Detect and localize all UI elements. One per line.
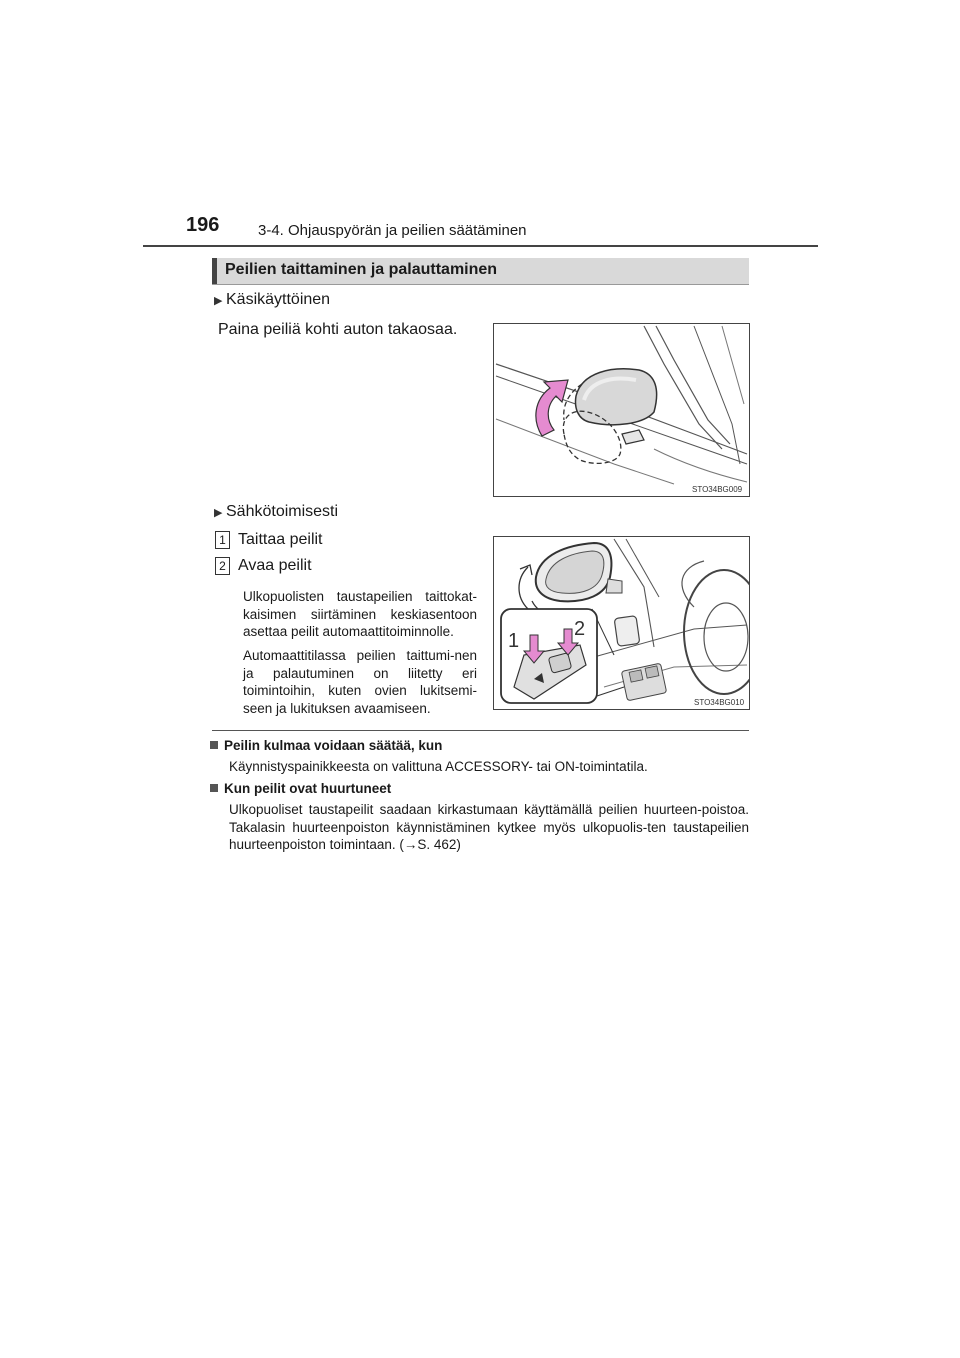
- section-bar-accent: [212, 258, 217, 284]
- electric-heading-label: Sähkötoimisesti: [226, 503, 339, 520]
- page-number: 196: [186, 214, 220, 236]
- figure-electric-switch: [493, 536, 750, 710]
- manual-heading: [214, 291, 330, 309]
- bullet-triangle-icon: ▶: [214, 295, 223, 307]
- item-fold: [215, 531, 323, 549]
- number-box: 1: [215, 531, 230, 549]
- note-heading-1-label: Peilin kulmaa voidaan säätää, kun: [224, 738, 443, 753]
- header-rule: [143, 245, 818, 247]
- figure-manual-fold: [493, 323, 750, 497]
- item-fold-label: Taittaa peilit: [238, 531, 323, 549]
- callout-2: 2: [574, 618, 586, 640]
- electric-paragraph-2: Automaattitilassa peilien taittumi-nen ja palautuminen on liitetty eri toimintoihin, kuten ovien lukitsemi-seen ja lukituksen avaamiseen.: [243, 648, 477, 716]
- figure-code: STO34BG010: [694, 698, 745, 707]
- square-bullet-icon: [210, 741, 218, 749]
- electric-switch-illustration: [494, 537, 749, 709]
- note-heading-2: [210, 781, 391, 796]
- section-title: Peilien taittaminen ja palauttaminen: [225, 261, 498, 278]
- manual-fold-illustration: [494, 324, 749, 496]
- chapter-title: 3-4. Ohjauspyörän ja peilien säätäminen: [258, 222, 527, 239]
- number-box: 2: [215, 557, 230, 575]
- bullet-triangle-icon: ▶: [214, 507, 223, 519]
- electric-paragraph-1: Ulkopuolisten taustapeilien taittokat-kaisimen siirtäminen keskiasentoon asettaa peilit automaattitoiminnolle.: [243, 589, 477, 639]
- note-heading-1: [210, 738, 442, 753]
- square-bullet-icon: [210, 784, 218, 792]
- note-text-2: Ulkopuoliset taustapeilit saadaan kirkastumaan käyttämällä peilien huurteen-poistoa. Takalasin huurteenpoiston käynnistäminen kytkee myös ulkopuolis-ten taustapeilien huurteenpoiston toimintaan. (→S. 462): [229, 802, 749, 852]
- item-open: [215, 557, 312, 575]
- section-title-bar: [212, 258, 749, 284]
- manual-instruction: Paina peiliä kohti auton takaosaa.: [218, 321, 458, 338]
- manual-heading-label: Käsikäyttöinen: [226, 291, 331, 308]
- note-text-1: Käynnistyspainikkeesta on valittuna ACCESSORY- tai ON-toimintatila.: [229, 759, 648, 774]
- note-heading-2-label: Kun peilit ovat huurtuneet: [224, 781, 392, 796]
- electric-heading: [214, 503, 338, 521]
- item-open-label: Avaa peilit: [238, 557, 312, 575]
- notes-rule: [212, 730, 749, 731]
- callout-1: 1: [508, 630, 520, 652]
- figure-code: STO34BG009: [692, 485, 743, 494]
- section-underline: [212, 284, 749, 285]
